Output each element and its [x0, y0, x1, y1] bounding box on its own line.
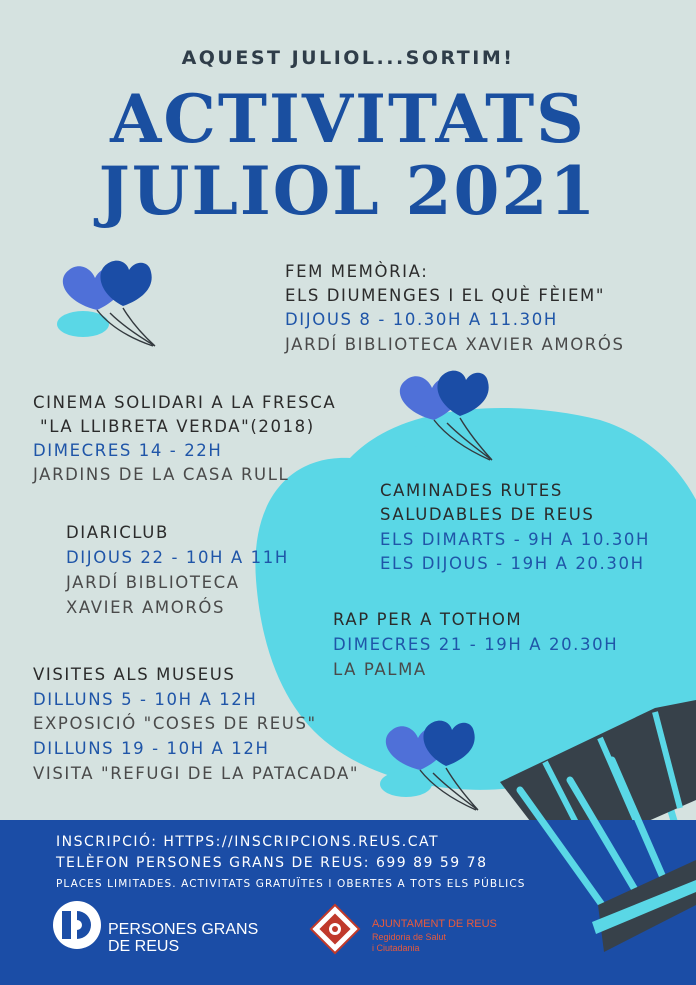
- places-note: PLACES LIMITADES. ACTIVITATS GRATUÏTES I OBERTES A TOTS ELS PÚBLICS: [56, 878, 526, 890]
- event-place: JARDÍ BIBLIOTECA: [66, 573, 240, 592]
- event-title: VISITES ALS MUSEUS: [33, 665, 236, 684]
- ajuntament-name: AJUNTAMENT DE REUS: [372, 918, 497, 930]
- event-title: ELS DIUMENGES I EL QUÈ FÈIEM": [285, 286, 606, 305]
- event-date: DIMECRES 14 - 22H: [33, 441, 223, 460]
- event-place: JARDÍ BIBLIOTECA XAVIER AMORÓS: [285, 335, 625, 354]
- event-date: DILLUNS 5 - 10H A 12H: [33, 690, 258, 709]
- event-title: SALUDABLES DE REUS: [380, 505, 595, 524]
- event-place: VISITA "REFUGI DE LA PATACADA": [33, 764, 360, 783]
- page-title-line2: JULIOL 2021: [98, 152, 598, 230]
- event-title: DIARICLUB: [66, 523, 169, 542]
- logo-text-line1: PERSONES GRANS: [108, 921, 259, 938]
- event-date: ELS DIJOUS - 19H A 20.30H: [380, 554, 645, 573]
- event-place: LA PALMA: [333, 660, 427, 679]
- inscription-link[interactable]: INSCRIPCIÓ: HTTPS://INSCRIPCIONS.REUS.CAT: [56, 834, 440, 850]
- kicker-text: AQUEST JULIOL...SORTIM!: [181, 47, 515, 69]
- logo-text-line2: DE REUS: [108, 938, 180, 955]
- event-title: FEM MEMÒRIA:: [285, 262, 429, 281]
- phone-number: TELÈFON PERSONES GRANS DE REUS: 699 89 59 78: [56, 855, 488, 871]
- event-date: DIMECRES 21 - 19H A 20.30H: [333, 635, 619, 654]
- event-title: "LA LLIBRETA VERDA"(2018): [40, 417, 315, 436]
- ajuntament-dept: Regidoria de Salut: [372, 932, 447, 942]
- ajuntament-seal-icon: [306, 900, 364, 958]
- event-title: CINEMA SOLIDARI A LA FRESCA: [33, 393, 337, 412]
- ajuntament-dept: i Ciutadania: [372, 943, 420, 953]
- event-date: ELS DIMARTS - 9H A 10.30H: [380, 530, 651, 549]
- event-place: JARDINS DE LA CASA RULL: [33, 465, 290, 484]
- event-title: RAP PER A TOTHOM: [333, 610, 523, 629]
- event-date: DIJOUS 8 - 10.30H A 11.30H: [285, 310, 558, 329]
- page-title-line1: ACTIVITATS: [110, 80, 586, 158]
- event-date: DILLUNS 19 - 10H A 12H: [33, 739, 270, 758]
- event-date: DIJOUS 22 - 10H A 11H: [66, 548, 289, 567]
- heart-balloons-icon: [57, 261, 155, 346]
- event-place: EXPOSICIÓ "COSES DE REUS": [33, 714, 317, 733]
- persones-grans-logo-icon: [52, 900, 102, 950]
- event-title: CAMINADES RUTES: [380, 481, 563, 500]
- footer: [0, 820, 696, 985]
- event-place: XAVIER AMORÓS: [66, 598, 226, 617]
